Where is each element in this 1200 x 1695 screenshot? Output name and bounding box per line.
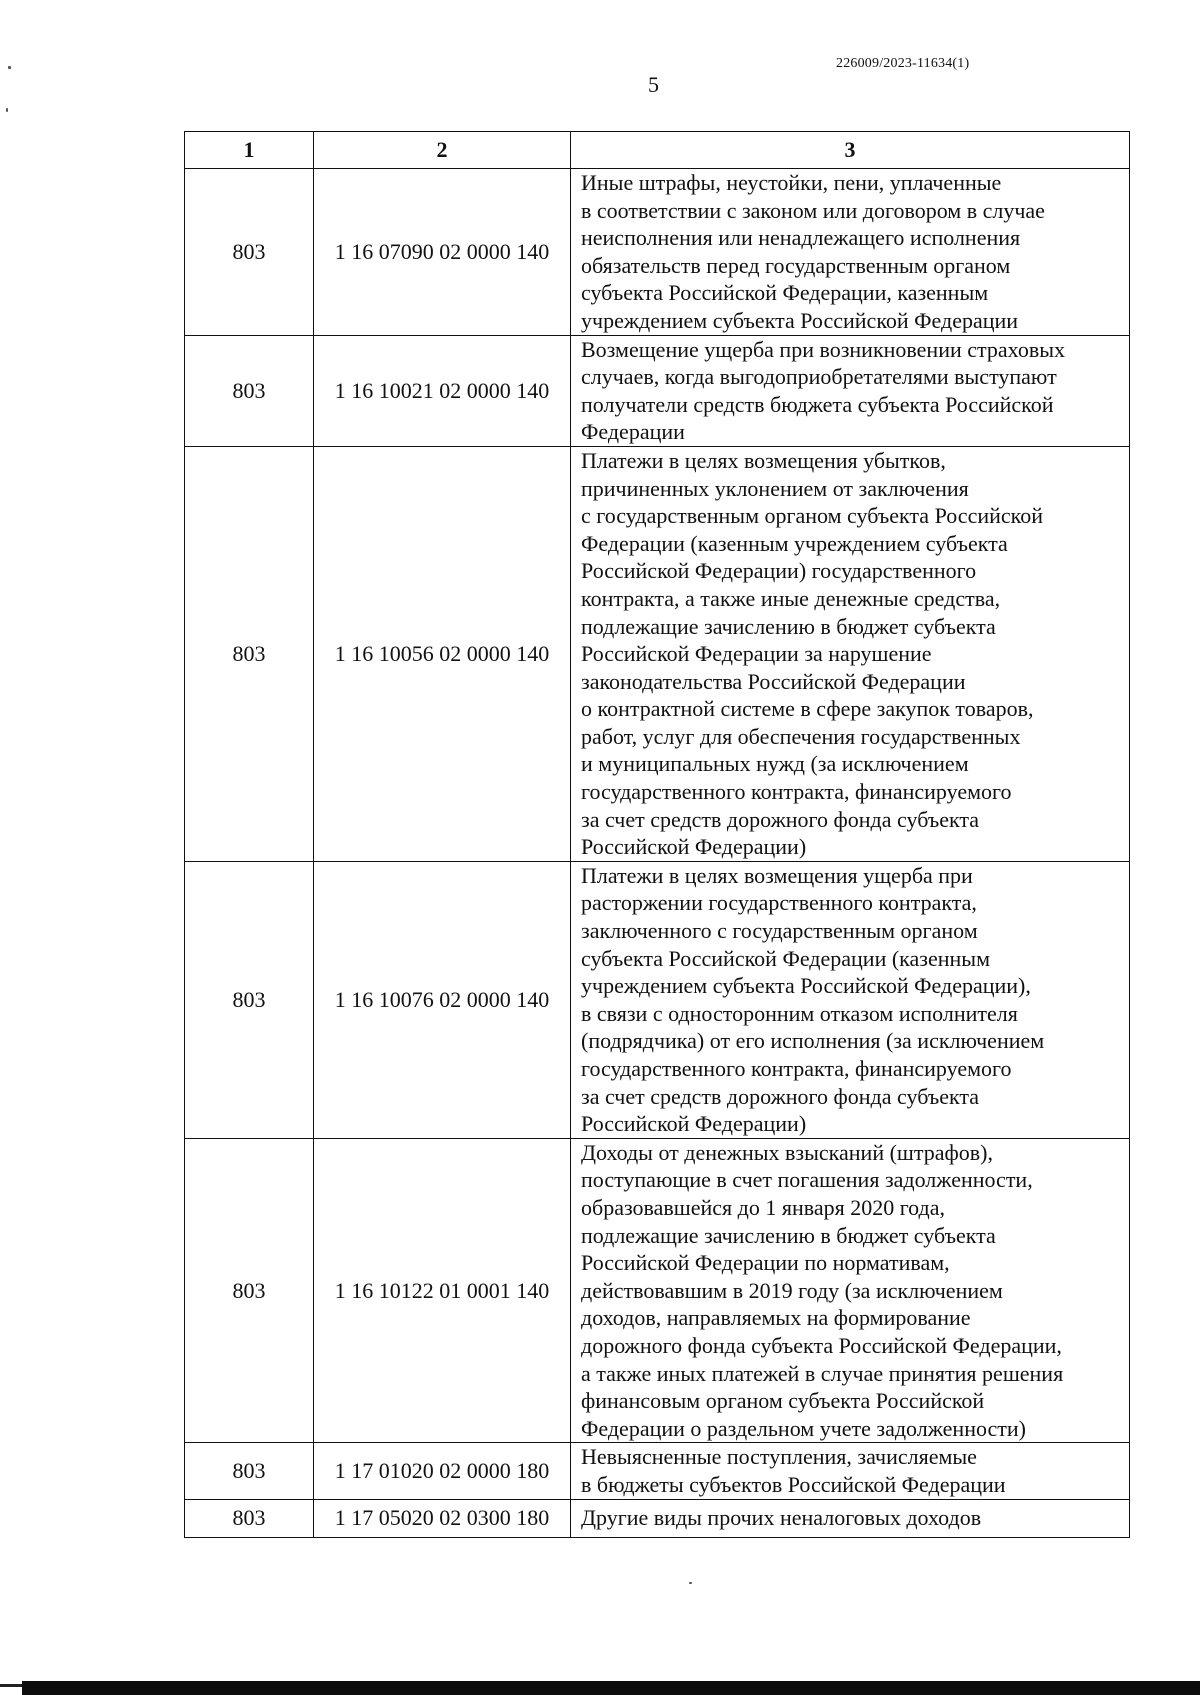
scan-speck <box>689 1582 692 1584</box>
description-line: в соответствии с законом или договором в случае <box>581 197 1045 223</box>
description-line: субъекта Российской Федерации (казенным <box>581 945 990 971</box>
description-line: Доходы от денежных взысканий (штрафов), <box>581 1139 993 1165</box>
table-header-row <box>185 132 1130 169</box>
description-line: Российской Федерации по нормативам, <box>581 1250 950 1276</box>
column-header-2: 2 <box>314 132 571 169</box>
description-line: подлежащие зачислению в бюджет субъекта <box>581 613 996 639</box>
description-line: случаев, когда выгодоприобретателями выступают <box>581 364 1057 390</box>
table-row <box>185 861 1130 1138</box>
description-line: работ, услуг для обеспечения государственных <box>581 723 1021 749</box>
description-line: государственного контракта, финансируемого <box>581 779 1012 805</box>
admin-code-cell: 803 <box>185 169 314 336</box>
column-header-1: 1 <box>185 132 314 169</box>
description-line: и муниципальных нужд (за исключением <box>581 751 969 777</box>
budget-classification-code-cell: 1 16 10056 02 0000 140 <box>314 446 571 861</box>
description-line: заключенного с государственным органом <box>581 918 978 944</box>
description-line: в связи с односторонним отказом исполнителя <box>581 1000 1018 1026</box>
admin-code-cell: 803 <box>185 1443 314 1499</box>
column-header-3: 3 <box>571 132 1130 169</box>
revenue-description-cell <box>571 446 1130 861</box>
description-line: Возмещение ущерба при возникновении страховых <box>581 336 1065 362</box>
description-line: Российской Федерации за нарушение <box>581 641 932 667</box>
document-registration-number: 226009/2023-11634(1) <box>836 56 970 71</box>
fax-border-bar <box>22 1681 1200 1695</box>
table-row <box>185 1138 1130 1443</box>
description-line: поступающие в счет погашения задолженности, <box>581 1167 1033 1193</box>
description-line: с государственным органом субъекта Российской <box>581 503 1043 529</box>
description-line: за счет средств дорожного фонда субъекта <box>581 806 980 832</box>
scan-speck <box>6 108 8 112</box>
description-line: (подрядчика) от его исполнения (за исключением <box>581 1028 1045 1054</box>
description-line: Федерации о раздельном учете задолженности) <box>581 1415 1026 1441</box>
revenue-description-cell <box>571 335 1130 446</box>
description-line: подлежащие зачислению в бюджет субъекта <box>581 1222 996 1248</box>
description-line: действовавшим в 2019 году (за исключением <box>581 1277 1003 1303</box>
scan-speck <box>8 66 11 69</box>
revenue-description-cell <box>571 1443 1130 1499</box>
description-line: в бюджеты субъектов Российской Федерации <box>581 1471 1006 1497</box>
table-row <box>185 169 1130 336</box>
description-line: законодательства Российской Федерации <box>581 668 966 694</box>
admin-code-cell: 803 <box>185 335 314 446</box>
description-line: Российской Федерации) государственного <box>581 558 977 584</box>
description-line: обязательств перед государственным органом <box>581 252 1011 278</box>
description-line: Другие виды прочих неналоговых доходов <box>581 1505 982 1531</box>
admin-code-cell: 803 <box>185 861 314 1138</box>
table-body <box>185 169 1130 1538</box>
description-line: о контрактной системе в сфере закупок товаров, <box>581 696 1034 722</box>
admin-code-cell: 803 <box>185 1138 314 1443</box>
description-line: получатели средств бюджета субъекта Российской <box>581 391 1054 417</box>
admin-code-cell: 803 <box>185 1499 314 1537</box>
description-line: финансовым органом субъекта Российской <box>581 1388 985 1414</box>
budget-classification-code-cell: 1 16 10076 02 0000 140 <box>314 861 571 1138</box>
revenue-description-cell <box>571 861 1130 1138</box>
description-line: за счет средств дорожного фонда субъекта <box>581 1083 980 1109</box>
description-line: Платежи в целях возмещения ущерба при <box>581 862 973 888</box>
table-row <box>185 335 1130 446</box>
description-line: субъекта Российской Федерации, казенным <box>581 280 989 306</box>
budget-classification-code-cell: 1 16 10122 01 0001 140 <box>314 1138 571 1443</box>
description-line: доходов, направляемых на формирование <box>581 1305 971 1331</box>
budget-classification-code-cell: 1 16 07090 02 0000 140 <box>314 169 571 336</box>
description-line: государственного контракта, финансируемого <box>581 1056 1012 1081</box>
description-line: Российской Федерации) <box>581 834 807 860</box>
description-line: Иные штрафы, неустойки, пени, уплаченные <box>581 170 1002 195</box>
revenue-description-cell <box>571 169 1130 336</box>
description-line: учреждением субъекта Российской Федерации), <box>581 973 1031 999</box>
description-line: неисполнения или ненадлежащего исполнения <box>581 225 1021 251</box>
table-row <box>185 1443 1130 1499</box>
description-line: Платежи в целях возмещения убытков, <box>581 447 946 473</box>
description-line: Федерации <box>581 419 685 445</box>
description-line: причиненных уклонением от заключения <box>581 475 969 501</box>
description-line: контракта, а также иные денежные средства, <box>581 585 1001 611</box>
description-line: а также иных платежей в случае принятия решения <box>581 1360 1064 1386</box>
description-line: Российской Федерации) <box>581 1111 807 1137</box>
description-line: образовавшейся до 1 января 2020 года, <box>581 1194 945 1220</box>
admin-code-cell: 803 <box>185 446 314 861</box>
budget-classification-code-cell: 1 16 10021 02 0000 140 <box>314 335 571 446</box>
revenue-codes-table <box>184 131 1130 1538</box>
description-line: Федерации (казенным учреждением субъекта <box>581 530 1008 556</box>
revenue-description-cell <box>571 1499 1130 1537</box>
description-line: учреждением субъекта Российской Федерации <box>581 307 1019 333</box>
table-row <box>185 446 1130 861</box>
table-row <box>185 1499 1130 1537</box>
budget-classification-code-cell: 1 17 01020 02 0000 180 <box>314 1443 571 1499</box>
description-line: Невыясненные поступления, зачисляемые <box>581 1444 977 1470</box>
budget-classification-code-cell: 1 17 05020 02 0300 180 <box>314 1499 571 1537</box>
revenue-description-cell <box>571 1138 1130 1443</box>
description-line: дорожного фонда субъекта Российской Федерации, <box>581 1332 1062 1358</box>
description-line: расторжении государственного контракта, <box>581 890 977 916</box>
page-number: 5 <box>648 72 659 97</box>
